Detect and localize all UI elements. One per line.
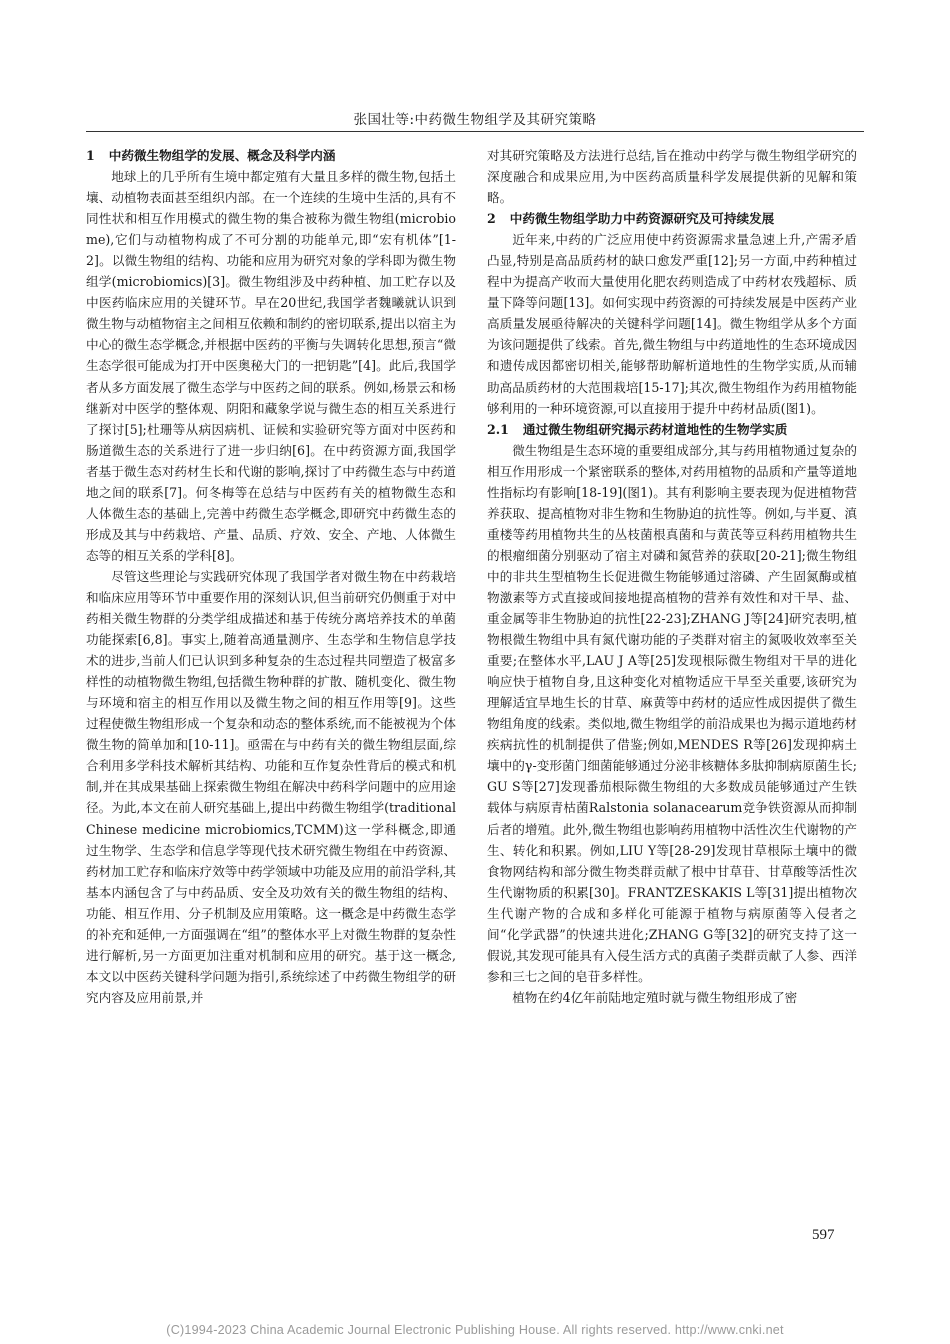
section-title: 中药微生物组学助力中药资源研究及可持续发展	[509, 211, 775, 227]
left-column	[86, 145, 456, 1008]
section-number: 2	[487, 211, 496, 227]
body-paragraph-continued: 对其研究策略及方法进行总结,旨在推动中药学与微生物组学研究的深度融合和成果应用,为中医药高质量科学发展提供新的见解和策略。	[487, 148, 857, 206]
body-paragraph: 植物在约4亿年前陆地定殖时就与微生物组形成了密	[512, 989, 798, 1005]
subsection-heading-2-1	[487, 419, 857, 440]
page-number: 597	[812, 1227, 835, 1243]
header-rule	[86, 131, 864, 132]
section-title: 中药微生物组学的发展、概念及科学内涵	[108, 148, 336, 163]
body-paragraph: 尽管这些理论与实践研究体现了我国学者对微生物在中药栽培和临床应用等环节中重要作用的深刻认识,但当前研究仍侧重于对中药相关微生物群的分类学组成描述和基于传统分离培养技术的单菌功能探索[6,8]。事实上,随着高通量测序、生态学和生物信息学技术的进步,当前人们已认识到多种复杂的生态过程共同塑造了极富多样性的动植物微生物组,包括微生物种群的扩散、随机变化、微生物与环境和宿主的相互作用以及微生物之间的相互作用等[9]。这些过程使微生物组形成一个复杂和动态的整体系统,而不能被视为个体微生物的简单加和[10-11]。亟需在与中药有关的微生物组层面,综合利用多学科技术解析其结构、功能和互作复杂性背后的模式和机制,并在其成果基础上探索微生物组在解决中药科学问题中的应用途径。为此,本文在前人研究基础上,提出中药微生物组学(traditional Chinese medicine microbiomics,TCMM)这一学科概念,即通过生物学、生态学和信息学等现代技术研究微生物组在中药资源、药材加工贮存和临床疗效等中药学领域中功能及应用的前沿学科,其基本内涵包含了与中药品质、安全及功效有关的微生物组的结构、功能、相互作用、分子机制及应用策略。这一概念是中药微生态学的补充和延伸,一方面强调在“组”的整体水平上对微生物群的复杂性进行解析,另一方面更加注重对机制和应用的研究。基于这一概念,本文以中医药关键科学问题为指引,系统综述了中药微生物组学的研究内容及应用前景,并	[86, 568, 456, 1005]
section-number: 1	[86, 148, 95, 163]
body-paragraph: 近年来,中药的广泛应用使中药资源需求量急速上升,产需矛盾凸显,特别是高品质药材的缺口愈发严重[12];另一方面,中药种植过程中为提高产收而大量使用化肥农药则造成了中药材农残超标、质量下降等问题[13]。如何实现中药资源的可持续发展是中医药产业高质量发展亟待解决的关键科学问题[14]。微生物组学从多个方面为该问题提供了线索。首先,微生物组与中药道地性的生态环境成因和遗传成因都密切相关,能够帮助解析道地性的生物学实质,从而辅助高品质药材的大范围栽培[15-17];其次,微生物组作为药用植物能够利用的一种环境资源,可以直接用于提升中药材品质(图1)。	[487, 232, 857, 416]
running-header: 张国壮等:中药微生物组学及其研究策略	[353, 112, 597, 128]
body-paragraph: 地球上的几乎所有生境中都定殖有大量且多样的微生物,包括土壤、动植物表面甚至组织内部。在一个连续的生境中生活的,具有不同性状和相互作用模式的微生物的集合被称为微生物组(microbiome),它们与动植物构成了不可分割的功能单元,即“宏有机体”[1-2]。以微生物组的结构、功能和应用为研究对象的学科即为微生物组学(microbiomics)[3]。微生物组涉及中药种植、加工贮存以及中医药临床应用的关键环节。早在20世纪,我国学者魏曦就认识到微生物与动植物宿主之间相互依赖和制约的密切联系,提出以宿主为中心的微生态学概念,并根据中医药的平衡与失调转化思想,预言“微生态学很可能成为打开中医奥秘大门的一把钥匙”[4]。此后,我国学者从多方面发展了微生态学与中医药之间的联系。例如,杨景云和杨继新对中医学的整体观、阴阳和藏象学说与微生态的相互关系进行了探讨[5];杜珊等从病因病机、证候和实验研究等方面对中医药和肠道微生态的关系进行了进一步归纳[6]。在中药资源方面,我国学者基于微生态对药材生长和代谢的影响,探讨了中药微生态与中药道地之间的联系[7]。何冬梅等在总结与中医药有关的植物微生态和人体微生态的基础上,完善中药微生态学概念,即研究中药微生态的形成及其与中药栽培、产量、品质、疗效、安全、产地、人体微生态等的相互关系的学科[8]。	[86, 169, 456, 563]
body-paragraph: 微生物组是生态环境的重要组成部分,其与药用植物通过复杂的相互作用形成一个紧密联系的整体,对药用植物的品质和产量等道地性指标均有影响[18-19](图1)。其有利影响主要表现为促进植物营养获取、提高植物对非生物和生物胁迫的抗性等。例如,与半夏、滇重楼等药用植物共生的丛枝菌根真菌和与黄芪等豆科药用植物共生的根瘤细菌分别驱动了宿主对磷和氮营养的获取[20-21];微生物组中的非共生型植物生长促进微生物能够通过溶磷、产生固氮酶或植物激素等方式直接或间接地提高植物的营养有效性和对干旱、盐、重金属等非生物胁迫的抗性[22-23];ZHANG J等[24]研究表明,植物根微生物组中具有氮代谢功能的子类群对宿主的氮吸收效率至关重要;在整体水平,LAU J A等[25]发现根际微生物组对干旱的进化响应快于植物自身,且这种变化对植物适应干旱至关重要,该研究为理解适宜旱地生长的甘草、麻黄等中药材的适应性成因提供了微生物组角度的线索。类似地,微生物组学的前沿成果也为揭示道地药材疾病抗性的机制提供了借鉴;例如,MENDES R等[26]发现抑病土壤中的γ-变形菌门细菌能够通过分泌非核糖体多肽抑制病原菌生长;GU S等[27]发现番茄根际微生物组的大多数成员能够通过产生铁载体与病原青枯菌Ralstonia solanacearum竞争铁资源从而抑制后者的增殖。此外,微生物组也影响药用植物中活性次生代谢物的产生、转化和积累。例如,LIU Y等[28-29]发现甘草根际土壤中的微食物网结构和部分微生物类群贡献了根中甘草苷、甘草酸等活性次生代谢物质的积累[30]。FRANTZESKAKIS L等[31]提出植物次生代谢产物的合成和多样化可能源于植物与病原菌等入侵者之间“化学武器”的快速共进化;ZHANG G等[32]的研究支持了这一假说,其发现可能具有入侵生活方式的真菌子类群贡献了人参、西洋参和三七之间的皂苷多样性。	[487, 442, 857, 984]
subsection-number: 2.1	[487, 421, 509, 437]
copyright-footer: (C)1994-2023 China Academic Journal Electronic Publishing House. All rights reserved. http://www.cnki.net	[166, 1323, 784, 1337]
right-column	[487, 145, 857, 1008]
section-heading-1	[86, 145, 456, 166]
section-heading-2	[487, 208, 857, 229]
subsection-title: 通过微生物组研究揭示药材道地性的生物学实质	[522, 421, 788, 437]
